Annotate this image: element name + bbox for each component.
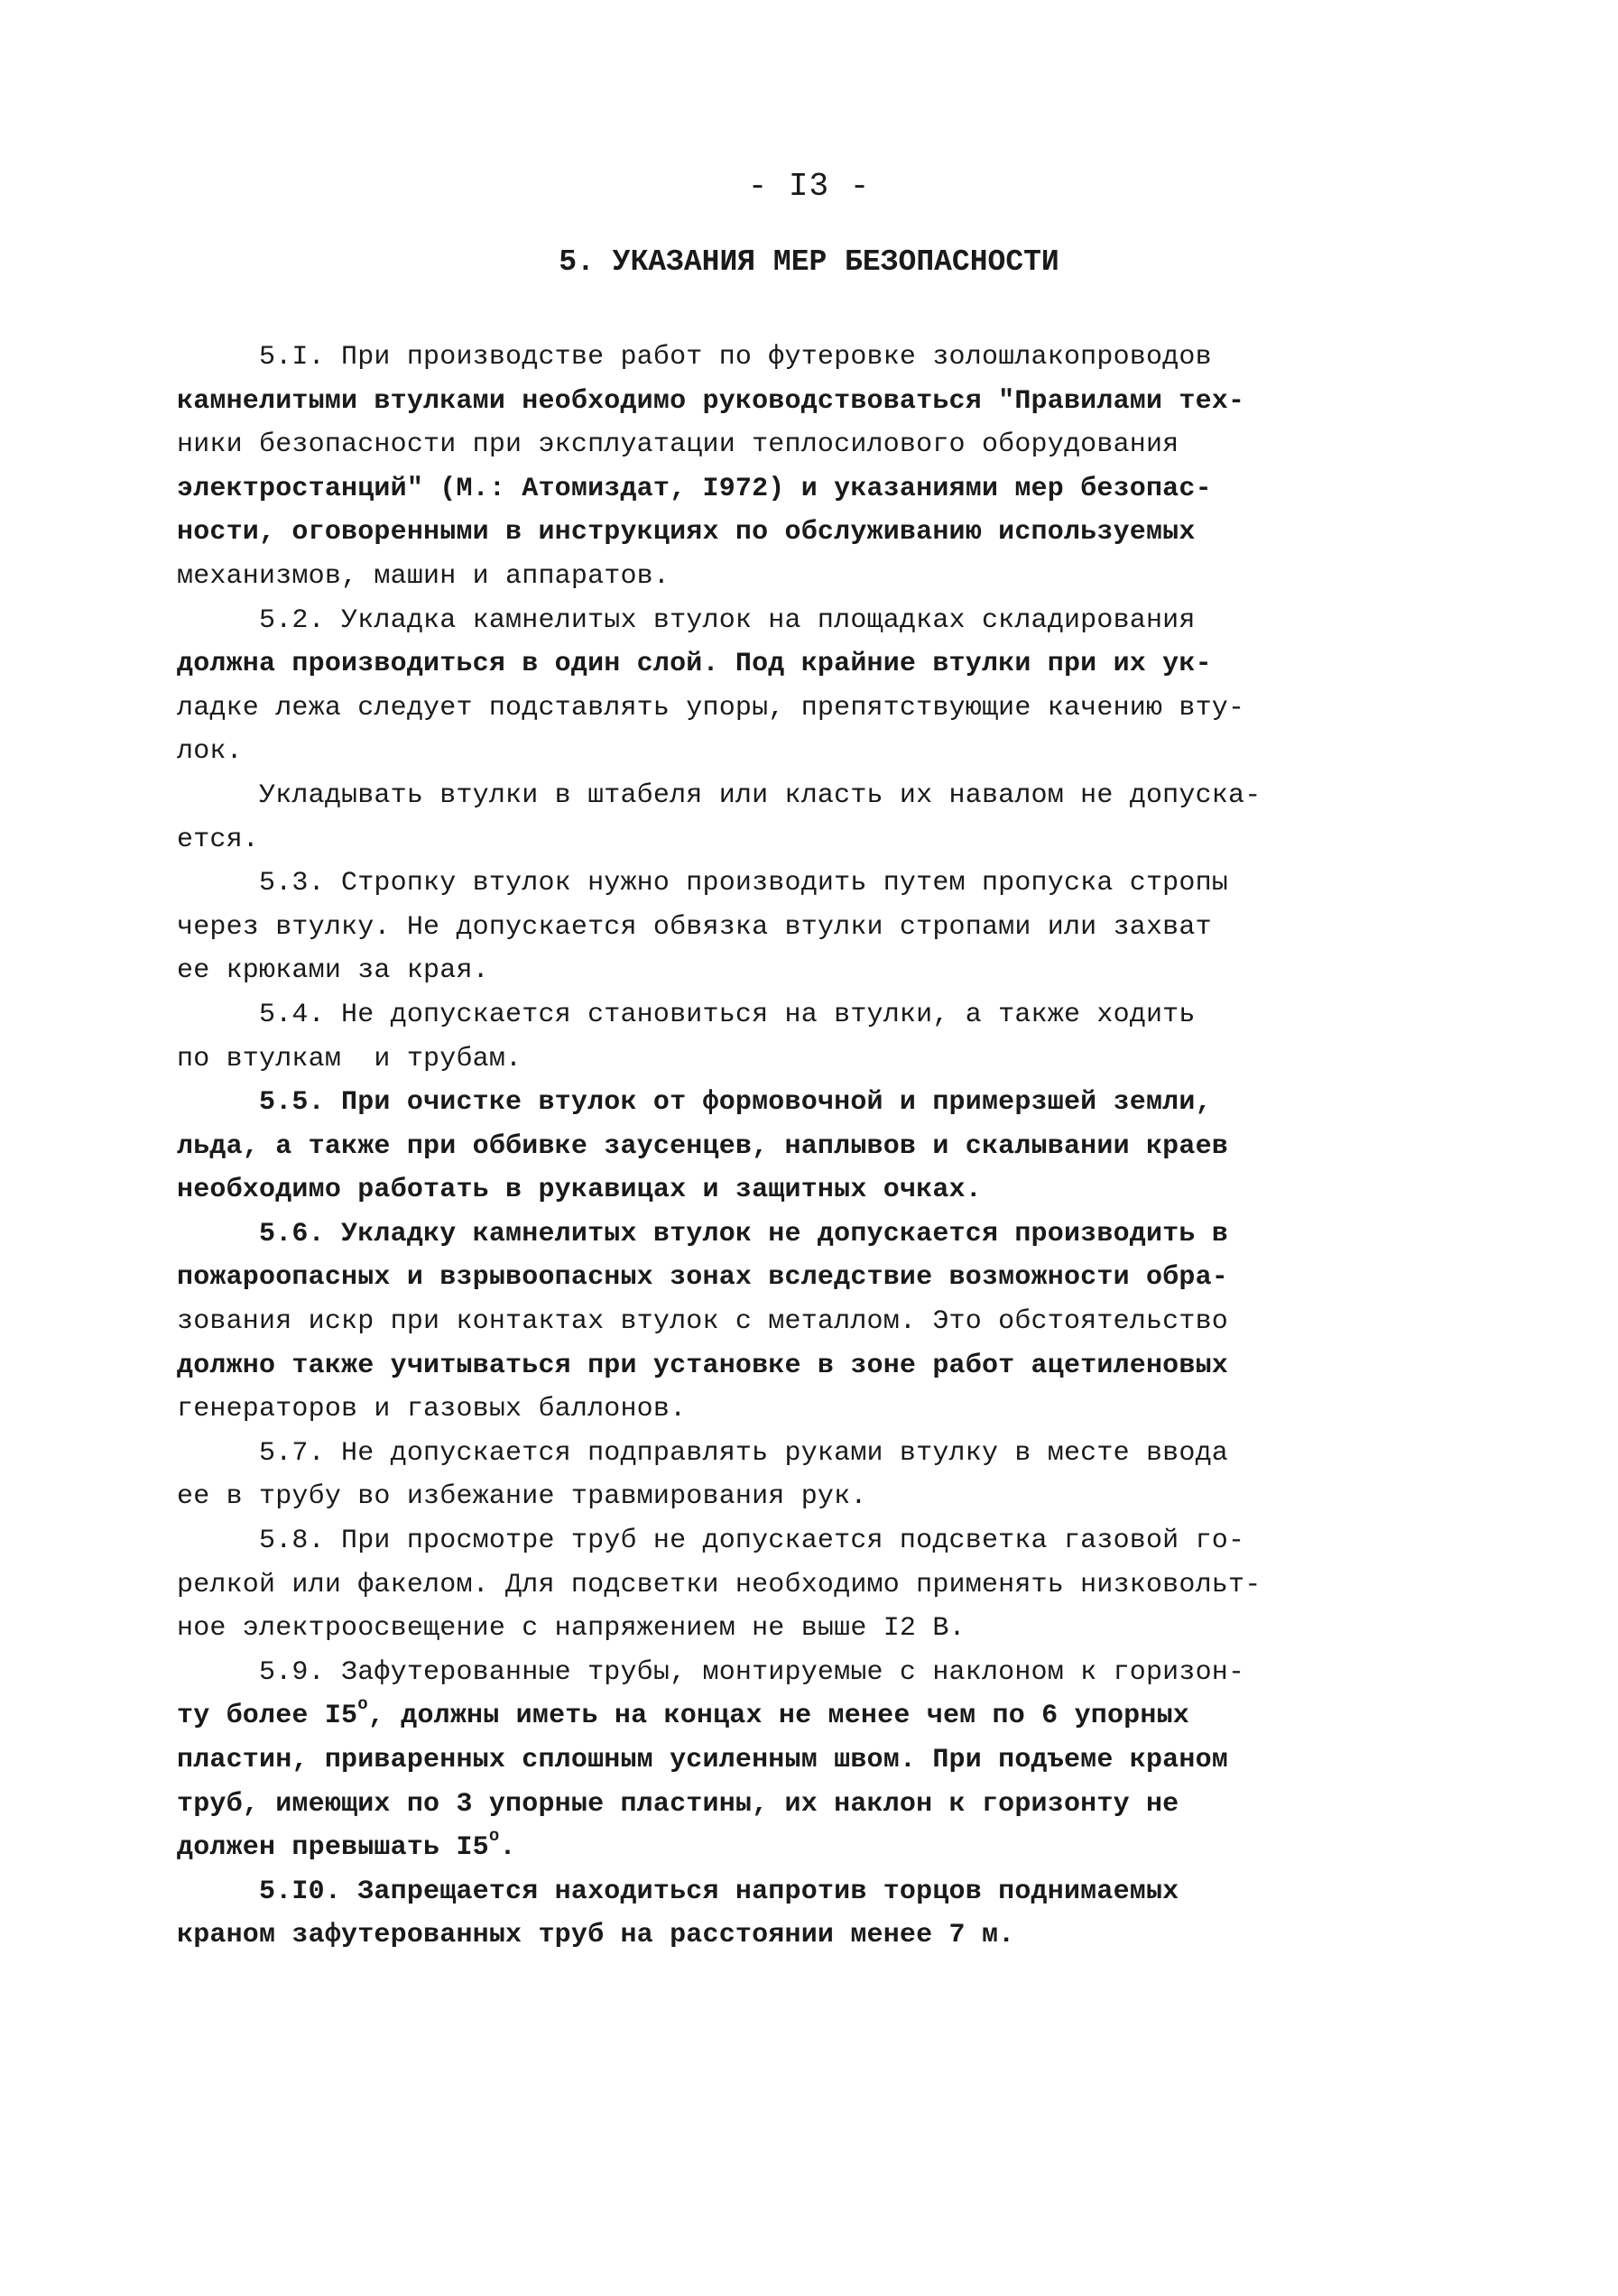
text-line	[177, 1694, 1386, 1738]
text-line	[177, 1870, 1386, 1914]
line-text: 5.5. При очистке втулок от формовочной и примерзшей земли,	[177, 1087, 1212, 1119]
text-line	[177, 1519, 1386, 1563]
text-line	[177, 642, 1386, 687]
line-text: 5.8. При просмотре труб не допускается подсветка газовой го-	[177, 1526, 1245, 1557]
line-text: 5.4. Не допускается становиться на втулки, а также ходить	[177, 999, 1196, 1030]
body-text	[177, 336, 1386, 1958]
line-text: пожароопасных и взрывоопасных зонах вследствие возможности обра-	[177, 1262, 1228, 1294]
line-text: 5.3. Стропку втулок нужно производить путем пропуска стропы	[177, 868, 1228, 899]
line-text: ладке лежа следует подставлять упоры, препятствующие качению вту-	[177, 692, 1245, 724]
text-line	[177, 380, 1386, 424]
line-text: через втулку. Не допускается обвязка втулки стропами или захват	[177, 911, 1212, 943]
text-line	[177, 1300, 1386, 1344]
text-line	[177, 423, 1386, 467]
text-line	[177, 336, 1386, 380]
line-text: ту более I5	[177, 1701, 358, 1732]
text-line	[177, 1125, 1386, 1169]
line-text: должна производиться в один слой. Под крайние втулки при их ук-	[177, 649, 1212, 680]
line-text: лок.	[177, 736, 243, 768]
line-text: пластин, приваренных сплошным усиленным швом. При подъеме краном	[177, 1745, 1228, 1775]
line-text: механизмов, машин и аппаратов.	[177, 560, 670, 592]
line-text: 5.6. Укладку камнелитых втулок не допускается производить в	[177, 1218, 1228, 1249]
text-line	[177, 1388, 1386, 1432]
line-text: по втулкам и трубам.	[177, 1043, 522, 1074]
text-line	[177, 949, 1386, 993]
text-line	[177, 1344, 1386, 1388]
text-line	[177, 467, 1386, 512]
text-line	[177, 1168, 1386, 1213]
text-line	[177, 1432, 1386, 1476]
text-line	[177, 687, 1386, 731]
text-line	[177, 862, 1386, 906]
text-line	[177, 730, 1386, 774]
line-text: 5.I. При производстве работ по футеровке золошлакопроводов	[177, 342, 1212, 373]
text-line	[177, 1738, 1386, 1783]
text-line	[177, 774, 1386, 818]
text-line	[177, 1081, 1386, 1125]
page-number: - I3 -	[747, 168, 871, 205]
degree-superscript: о	[488, 1826, 500, 1847]
line-text: труб, имеющих по 3 упорные пластины, их наклон к горизонту не	[177, 1788, 1179, 1820]
line-text-continued: , должны иметь на концах не менее чем по 6 упорных	[367, 1701, 1189, 1732]
section-title: 5. УКАЗАНИЯ МЕР БЕЗОПАСНОСТИ	[559, 245, 1059, 279]
line-text: льда, а также при оббивке заусенцев, наплывов и скалывании краев	[177, 1130, 1228, 1162]
line-text: ности, оговоренными в инструкциях по обслуживанию используемых	[177, 517, 1196, 549]
line-text: краном зафутерованных труб на расстоянии менее 7 м.	[177, 1920, 1015, 1951]
line-text: генераторов и газовых баллонов.	[177, 1394, 687, 1425]
line-text: релкой или факелом. Для подсветки необходимо применять низковольт-	[177, 1569, 1262, 1600]
text-line	[177, 1913, 1386, 1958]
degree-superscript: о	[357, 1694, 368, 1715]
line-text: ее крюками за края.	[177, 955, 489, 987]
text-line	[177, 1256, 1386, 1300]
text-line	[177, 1475, 1386, 1519]
line-text: 5.2. Укладка камнелитых втулок на площадках складирования	[177, 604, 1196, 636]
line-text: 5.I0. Запрещается находиться напротив торцов поднимаемых	[177, 1876, 1179, 1907]
text-line	[177, 1826, 1386, 1870]
line-text: должен превышать I5	[177, 1832, 489, 1864]
text-line	[177, 1037, 1386, 1082]
line-text: зования искр при контактах втулок с металлом. Это обстоятельство	[177, 1306, 1228, 1338]
text-line	[177, 993, 1386, 1037]
line-text: необходимо работать в рукавицах и защитных очках.	[177, 1175, 982, 1206]
text-line	[177, 1213, 1386, 1257]
text-line	[177, 906, 1386, 950]
line-text: ее в трубу во избежание травмирования рук.	[177, 1481, 867, 1513]
text-line	[177, 511, 1386, 555]
line-text: ное электроосвещение с напряжением не выше I2 В.	[177, 1613, 966, 1645]
line-text: 5.7. Не допускается подправлять руками втулку в месте ввода	[177, 1437, 1228, 1469]
line-text: 5.9. Зафутерованные трубы, монтируемые с наклоном к горизон-	[177, 1656, 1245, 1688]
text-line	[177, 1607, 1386, 1651]
line-text: ники безопасности при эксплуатации теплосилового оборудования	[177, 429, 1179, 461]
line-text: электростанций" (М.: Атомиздат, I972) и указаниями мер безопас-	[177, 473, 1212, 504]
text-line	[177, 1563, 1386, 1608]
text-line	[177, 1783, 1386, 1827]
line-text: Укладывать втулки в штабеля или класть их навалом не допуска-	[177, 779, 1262, 811]
text-line	[177, 599, 1386, 643]
line-text-continued: .	[499, 1832, 516, 1864]
text-line	[177, 1651, 1386, 1695]
line-text: ется.	[177, 824, 260, 855]
line-text: должно также учитываться при установке в зоне работ ацетиленовых	[177, 1350, 1228, 1381]
text-line	[177, 555, 1386, 599]
text-line	[177, 818, 1386, 862]
line-text: камнелитыми втулками необходимо руководствоваться "Правилами тех-	[177, 385, 1245, 417]
